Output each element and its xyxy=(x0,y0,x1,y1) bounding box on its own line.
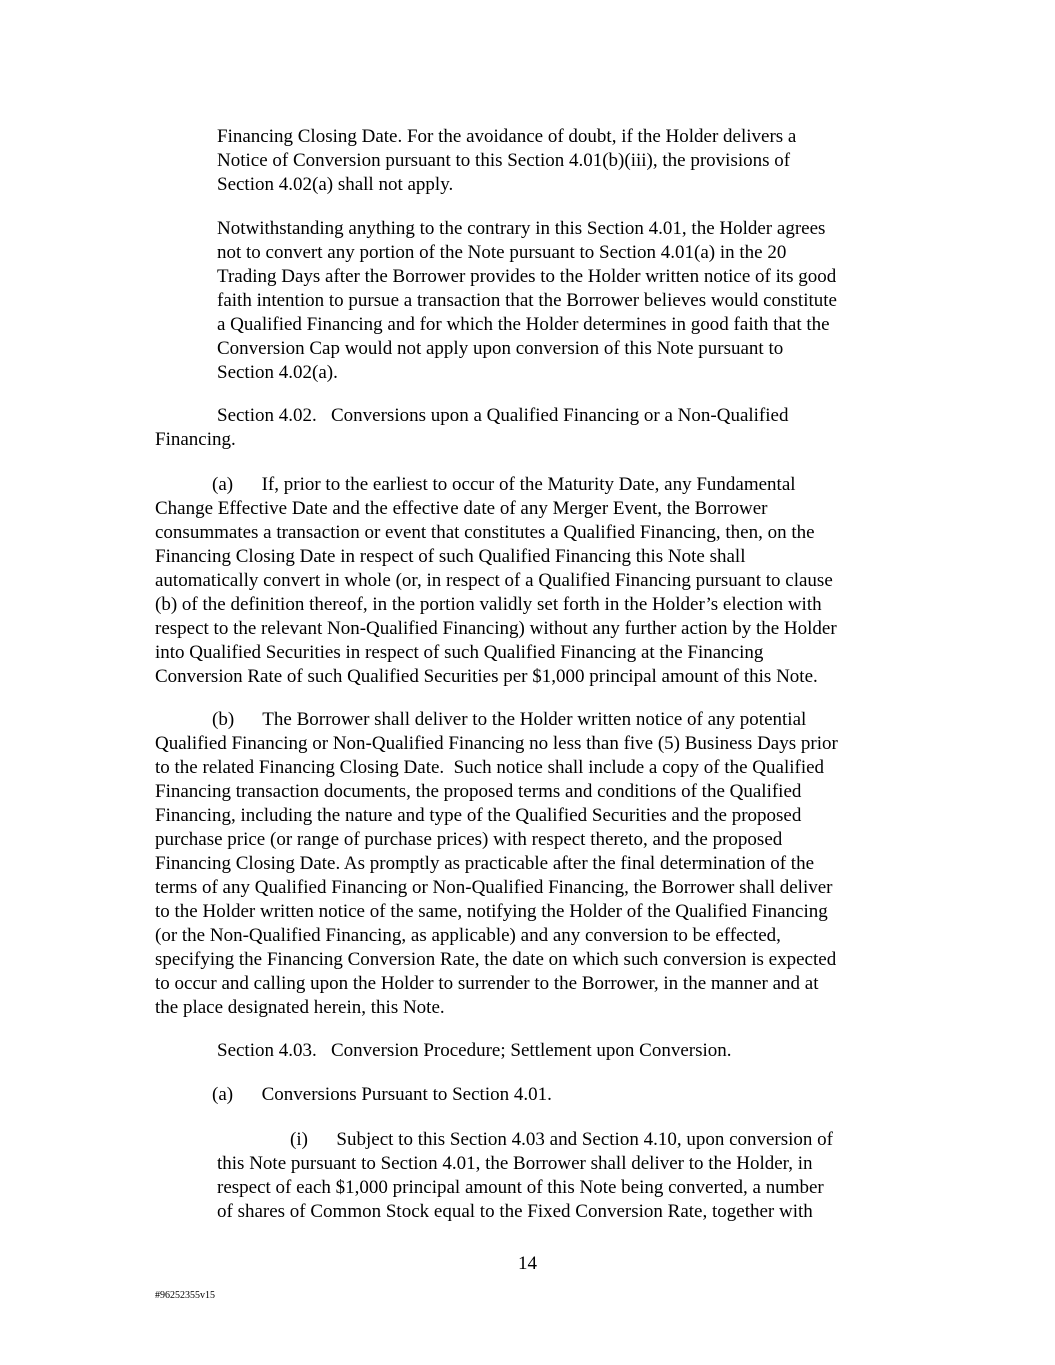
text-line: terms of any Qualified Financing or Non-Qualified Financing, the Borrower shall deliver xyxy=(155,877,833,898)
text-line: Conversion Cap would not apply upon conversion of this Note pursuant to xyxy=(217,338,784,359)
text-line: of shares of Common Stock equal to the Fixed Conversion Rate, together with xyxy=(217,1201,813,1222)
section-4-03-a-heading: (a) Conversions Pursuant to Section 4.01. xyxy=(212,1084,552,1105)
text-line: Qualified Financing or Non-Qualified Financing no less than five (5) Business Days prior xyxy=(155,733,838,754)
text-line: Section 4.02(a). xyxy=(217,362,338,383)
text-line: Financing Closing Date. As promptly as practicable after the final determination of the xyxy=(155,853,815,874)
text-line: Notwithstanding anything to the contrary in this Section 4.01, the Holder agrees xyxy=(217,218,826,239)
text-line: Trading Days after the Borrower provides to the Holder written notice of its good xyxy=(217,266,837,287)
text-line: consummates a transaction or event that constitutes a Qualified Financing, then, on the xyxy=(155,522,815,543)
text-line: to occur and calling upon the Holder to surrender to the Borrower, in the manner and at xyxy=(155,973,819,994)
text-line: Notice of Conversion pursuant to this Section 4.01(b)(iii), the provisions of xyxy=(217,150,791,171)
text-line: (i) Subject to this Section 4.03 and Section 4.10, upon conversion of xyxy=(290,1129,834,1150)
text-line: Section 4.02. Conversions upon a Qualified Financing or a Non-Qualified xyxy=(217,405,789,426)
text-line: respect to the relevant Non-Qualified Financing) without any further action by the Holder xyxy=(155,618,837,639)
text-line: automatically convert in whole (or, in respect of a Qualified Financing pursuant to clause xyxy=(155,570,833,591)
text-line: into Qualified Securities in respect of such Qualified Financing at the Financing xyxy=(155,642,764,663)
text-line: the place designated herein, this Note. xyxy=(155,997,445,1018)
section-4-03-heading: Section 4.03. Conversion Procedure; Settlement upon Conversion. xyxy=(217,1040,732,1061)
text-line: Conversion Rate of such Qualified Securities per $1,000 principal amount of this Note. xyxy=(155,666,818,687)
text-line: (a) If, prior to the earliest to occur of the Maturity Date, any Fundamental xyxy=(212,474,796,495)
text-line: faith intention to pursue a transaction that the Borrower believes would constitute xyxy=(217,290,837,311)
text-line: (b) of the definition thereof, in the portion validly set forth in the Holder’s election with xyxy=(155,594,822,615)
text-line: specifying the Financing Conversion Rate, the date on which such conversion is expected xyxy=(155,949,837,970)
text-line: Financing transaction documents, the proposed terms and conditions of the Qualified xyxy=(155,781,802,802)
page-number: 14 xyxy=(518,1253,537,1274)
text-line: purchase price (or range of purchase prices) with respect thereto, and the proposed xyxy=(155,829,783,850)
document-id: #96252355v15 xyxy=(155,1290,215,1301)
text-line: Financing. xyxy=(155,429,236,450)
text-line: Financing Closing Date in respect of such Qualified Financing this Note shall xyxy=(155,546,746,567)
text-line: to the related Financing Closing Date. Such notice shall include a copy of the Qualified xyxy=(155,757,825,778)
text-line: a Qualified Financing and for which the Holder determines in good faith that the xyxy=(217,314,830,335)
text-line: Financing, including the nature and type of the Qualified Securities and the proposed xyxy=(155,805,802,826)
text-line: respect of each $1,000 principal amount of this Note being converted, a number xyxy=(217,1177,824,1198)
text-line: Change Effective Date and the effective date of any Merger Event, the Borrower xyxy=(155,498,768,519)
text-line: (or the Non-Qualified Financing, as applicable) and any conversion to be effected, xyxy=(155,925,781,946)
text-line: Financing Closing Date. For the avoidance of doubt, if the Holder delivers a xyxy=(217,126,797,147)
text-line: to the Holder written notice of the same, notifying the Holder of the Qualified Financing xyxy=(155,901,828,922)
text-line: not to convert any portion of the Note pursuant to Section 4.01(a) in the 20 xyxy=(217,242,787,263)
text-line: Section 4.02(a) shall not apply. xyxy=(217,174,454,195)
text-line: (b) The Borrower shall deliver to the Holder written notice of any potential xyxy=(212,709,807,730)
text-line: this Note pursuant to Section 4.01, the Borrower shall deliver to the Holder, in xyxy=(217,1153,813,1174)
